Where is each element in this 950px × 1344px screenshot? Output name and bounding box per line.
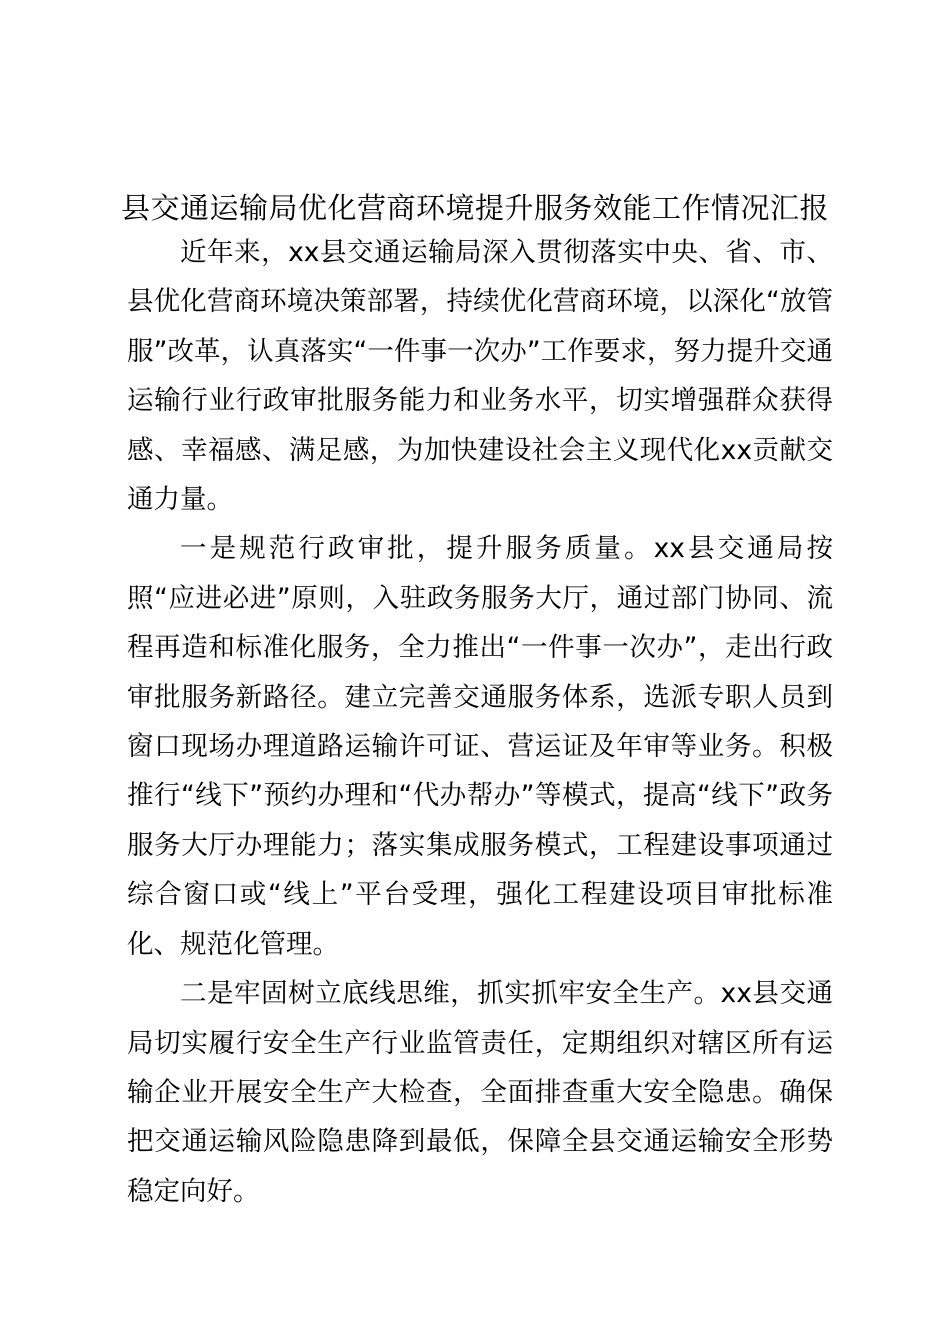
document-body — [127, 228, 833, 1216]
paragraph-administrative-approval: 一是规范行政审批，提升服务质量。xx县交通局按照“应进必进”原则，入驻政务服务大厅，通过部门协同、流程再造和标准化服务，全力推出“一件事一次办”，走出行政审批服务新路径。建立完善交通服务体系，选派专职人员到窗口现场办理道路运输许可证、营运证及年审等业务。积极推行“线下”预约办理和“代办帮办”等模式，提高“线下”政务服务大厅办理能力；落实集成服务模式，工程建设事项通过综合窗口或“线上”平台受理，强化工程建设项目审批标准化、规范化管理。 — [127, 533, 833, 960]
paragraph-intro: 近年来，xx县交通运输局深入贯彻落实中央、省、市、县优化营商环境决策部署，持续优化营商环境，以深化“放管服”改革，认真落实“一件事一次办”工作要求，努力提升交通运输行业行政审批服务能力和业务水平，切实增强群众获得感、幸福感、满足感，为加快建设社会主义现代化xx贡献交通力量。 — [127, 237, 833, 516]
document-title: 县交通运输局优化营商环境提升服务效能工作情况汇报 — [120, 191, 829, 225]
paragraph-safety-production: 二是牢固树立底线思维，抓实抓牢安全生产。xx县交通局切实履行安全生产行业监管责任，定期组织对辖区所有运输企业开展安全生产大检查，全面排查重大安全隐患。确保把交通运输风险隐患降到最低，保障全县交通运输安全形势稳定向好。 — [127, 978, 833, 1207]
